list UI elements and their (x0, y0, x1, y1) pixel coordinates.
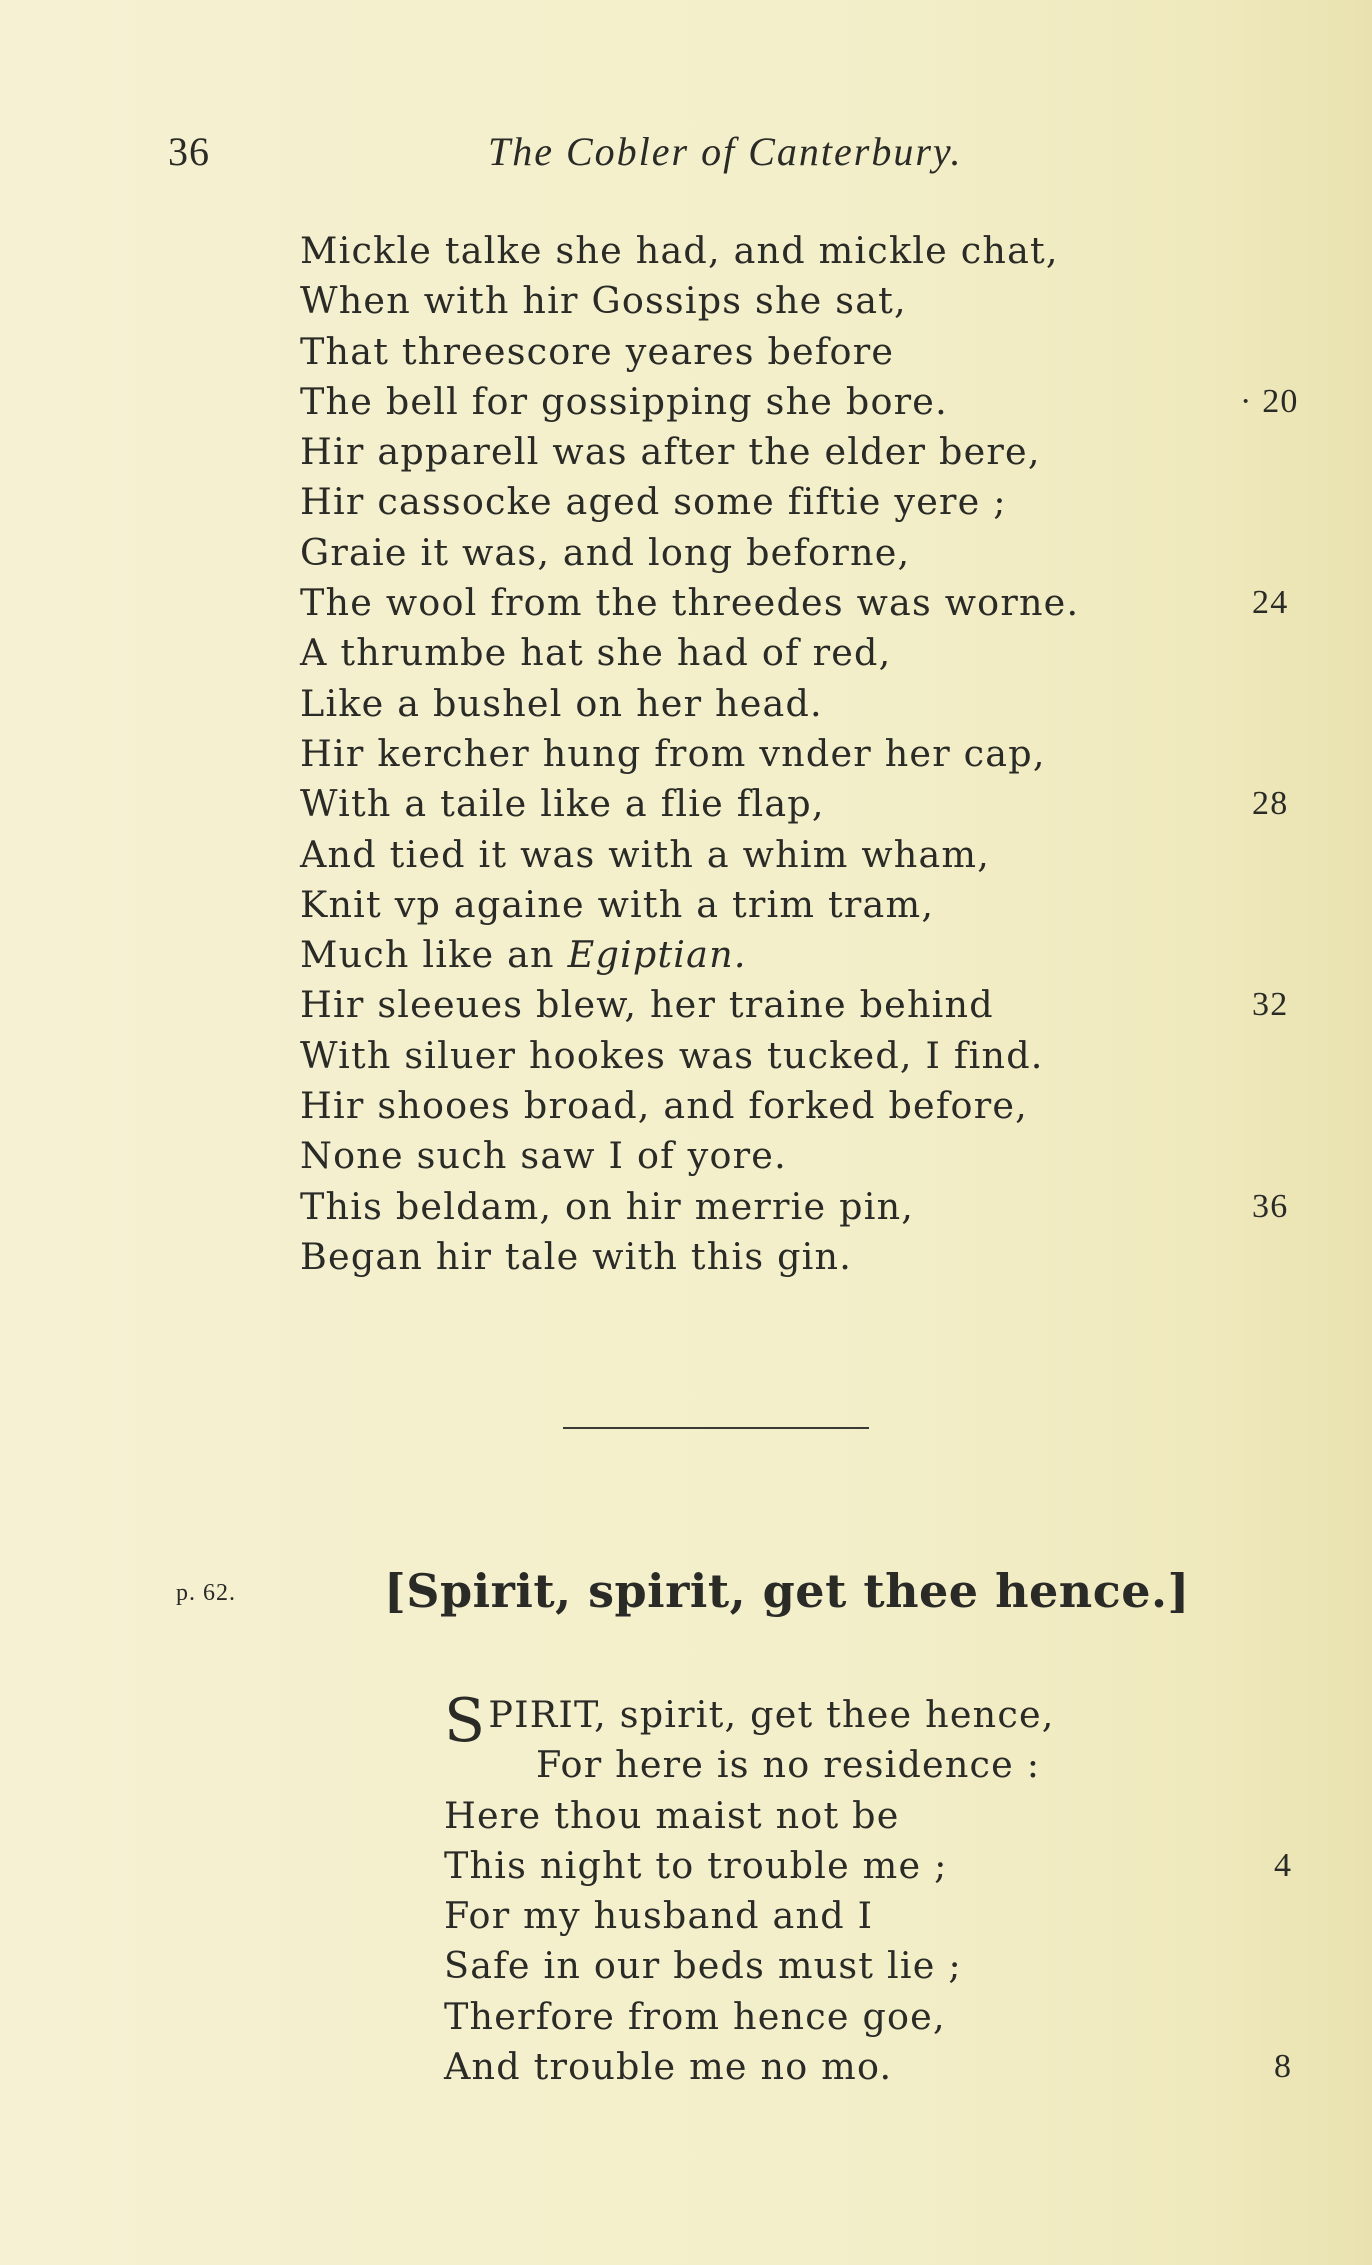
running-title: The Cobler of Canterbury. (488, 129, 963, 174)
verse-line: For my husband and I (444, 1894, 874, 1938)
verse-line: Hir kercher hung from vnder her cap, (300, 731, 1046, 775)
verse-line: For here is no residence : (536, 1743, 1041, 1787)
verse-line: This beldam, on hir merrie pin, 36 (300, 1182, 1300, 1232)
verse-line: Much like an Egiptian. (300, 933, 747, 977)
verse-line: And tied it was with a whim wham, (300, 832, 991, 876)
verse-line: Hir shooes broad, and forked before, (300, 1084, 1028, 1128)
verse-line: Here thou maist not be (444, 1793, 900, 1837)
verse-line: Therfore from hence goe, (444, 1994, 946, 2038)
song-title: [Spirit, spirit, get thee hence.] (384, 1564, 1190, 1618)
verse-line: A thrumbe hat she had of red, (300, 631, 892, 675)
verse-line: That threescore yeares before (300, 329, 895, 373)
verse-line: Hir sleeues blew, her traine behind 32 (300, 980, 1300, 1030)
verse-line: Hir apparell was after the elder bere, (300, 430, 1041, 474)
line-number: 24 (1252, 584, 1289, 622)
verse-line: When with hir Gossips she sat, (300, 279, 907, 323)
verse-line: With a taile like a flie flap, 28 (300, 779, 1300, 829)
line-number: 32 (1252, 986, 1289, 1024)
verse-line-first: SPIRIT, spirit, get thee hence, (444, 1686, 1055, 1756)
verse-line: With siluer hookes was tucked, I find. (300, 1033, 1044, 1077)
line-number: 4 (1274, 1846, 1293, 1884)
line-number: · 20 (1240, 382, 1299, 420)
verse-line: And trouble me no mo. 8 (444, 2042, 1344, 2092)
song-verse (444, 1686, 1344, 2092)
verse-line: Graie it was, and long beforne, (300, 530, 911, 574)
line-number: 8 (1274, 2048, 1293, 2086)
line-number: 28 (1252, 785, 1289, 823)
verse-line: Hir cassocke aged some fiftie yere ; (300, 480, 1007, 524)
line-number: 36 (1252, 1187, 1289, 1225)
verse-line: This night to trouble me ; 4 (444, 1841, 1344, 1891)
verse-line: Began hir tale with this gin. (300, 1234, 853, 1278)
running-head (0, 128, 1372, 188)
poem-stanza (300, 226, 1300, 1282)
verse-line: Like a bushel on her head. (300, 681, 823, 725)
verse-line: None such saw I of yore. (300, 1134, 787, 1178)
page-number: 36 (168, 129, 210, 174)
verse-line: Safe in our beds must lie ; (444, 1944, 962, 1988)
margin-page-reference: p. 62. (176, 1580, 236, 1606)
verse-line: Knit vp againe with a trim tram, (300, 882, 935, 926)
verse-line: The wool from the threedes was worne. 24 (300, 578, 1300, 628)
italic-word: Egiptian. (567, 933, 747, 977)
verse-line: Mickle talke she had, and mickle chat, (300, 229, 1059, 272)
verse-line: The bell for gossipping she bore. · 20 (300, 377, 1300, 427)
drop-cap: S (444, 1686, 487, 1756)
section-divider (563, 1427, 869, 1429)
